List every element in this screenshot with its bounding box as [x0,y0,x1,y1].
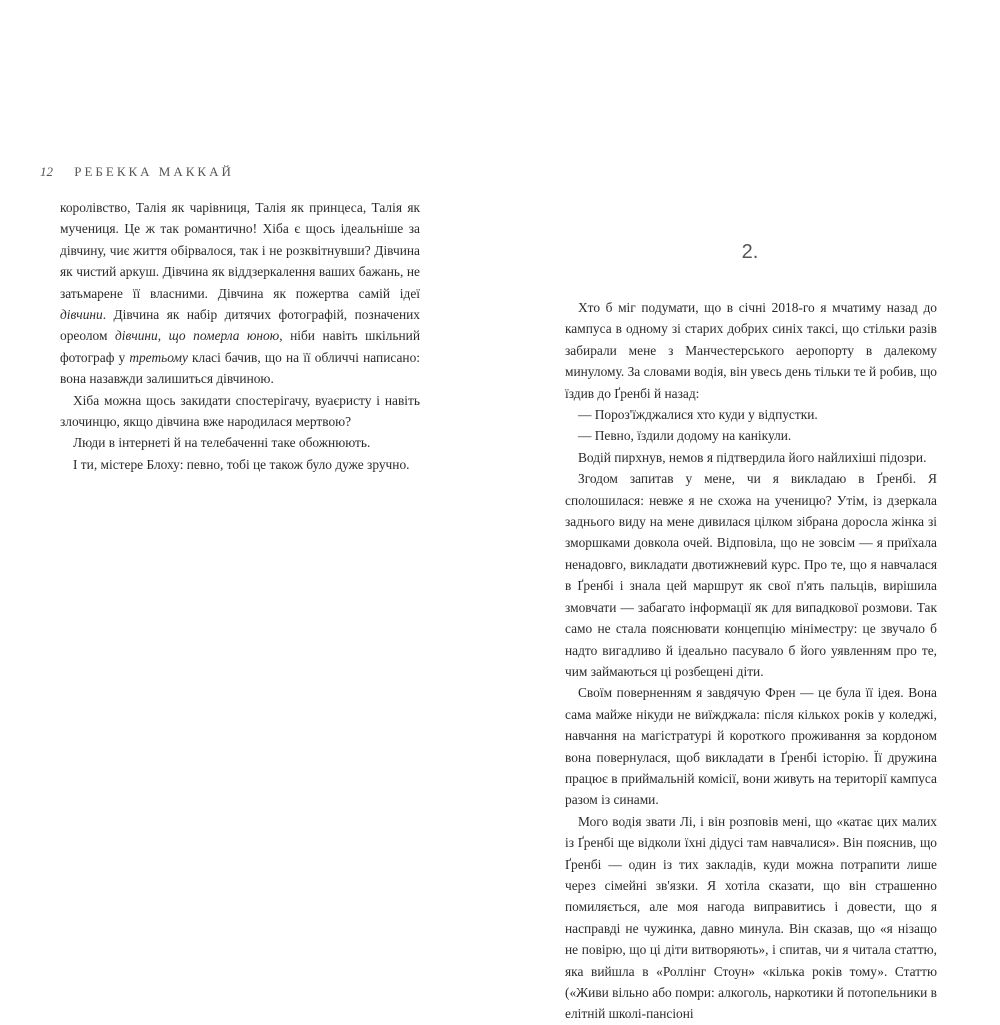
text-run: І ти, містере Блоху: певно, тобі це також було дуже зручно. [73,456,410,472]
paragraph [565,425,937,446]
paragraph [60,454,420,475]
italic-text: дівчини [60,307,103,323]
text-run: , ніби навіть шкільний фотограф у [60,328,421,365]
text-run: . Дівчина як набір дитячих фотографій, позначених ореолом [60,307,420,344]
text-run: — Пороз'їжджалися хто куди у відпустки. [578,407,818,423]
paragraph [565,682,937,810]
paragraph [60,432,420,453]
text-run: Водій пирхнув, немов я підтвердила його найлихіші підозри. [578,449,927,465]
text-run: королівство, Талія як чарівниця, Талія як принцеса, Талія як мучениця. Це ж так романтично! Хіба є щось ідеальніше за дівчину, чиє життя обірвалося, так і не розквітнувши? Дівчина як чистий аркуш. Дівчина як віддзеркалення ваших бажань, не затьмарене її власними. Дівчина як пожертва самій ідеї [60,200,420,301]
running-header [40,162,460,182]
text-run: Хто б міг подумати, що в січні 2018-го я мчатиму назад до кампуса в одному зі старих добрих синіх таксі, що стільки разів забирали мене з Манчестерського аеропорту в далекому минулому. За словами водія, він увесь день тільки те й робив, що їздив до Ґренбі й назад: [565,300,937,401]
paragraph [60,390,420,433]
paragraph [60,197,420,390]
paragraph [565,811,937,1025]
paragraph [565,404,937,425]
page-number: 12 [40,164,53,179]
italic-text: дівчини, що померла юною [115,328,280,344]
running-header-author: РЕБЕККА МАККАЙ [74,164,234,179]
left-page-body [60,197,420,475]
text-run: класі бачив, що на її обличчі написано: вона назавжди залишиться дівчиною. [60,349,420,387]
right-page-body [565,297,937,1025]
italic-text: третьому [129,349,188,365]
paragraph [565,468,937,682]
text-run: — Певно, їздили додому на канікули. [578,428,792,444]
text-run: Хіба можна щось закидати спостерігачу, вуаєристу і навіть злочинцю, якщо дівчина вже народилася мертвою? [60,392,420,430]
paragraph [565,297,937,404]
chapter-number: 2. [741,241,759,263]
paragraph [565,447,937,468]
text-run: Мого водія звати Лі, і він розповів мені, що «катає цих малих із Ґренбі ще відколи їхні дідусі там навчалися». Він пояснив, що Ґренбі — один із тих закладів, куди можна потрапити лише через сімейні зв'язки. Я хотіла сказати, що він страшенно помиляється, але моя нагода виправитись і довести, що я насправді не чужинка, давно минула. Він сказав, що «я нізащо не повірю, що ці діти витворяють», і спитав, чи я читала статтю, яка вийшла в «Роллінг Стоун» «кілька років тому». Статтю («Живи вільно або помри: алкоголь, наркотики й потопельники в елітній школі-пансіоні [565,813,937,1022]
text-run: Люди в інтернеті й на телебаченні таке обожнюють. [73,435,371,451]
text-run: Згодом запитав у мене, чи я викладаю в Ґренбі. Я сполошилася: невже я не схожа на ученицю? Утім, із дзеркала заднього виду на мене дивилася цілком зібрана доросла жінка зі зморшками довкола очей. Відповіла, що не зовсім — я приїхала ненадовго, викладати двотижневий курс. Про те, що я навчалася в Ґренбі і знала цей маршрут як свої п'ять пальців, вирішила змовчати — забагато інформації як для випадкової розмови. Так само не стала пояснювати концепцію мініместру: це звучало б надто вигадливо й ідеально пасувало б його уявленням про те, чим займаються ці розбещені діти. [565,471,937,679]
text-run: Своїм поверненням я завдячую Френ — це була її ідея. Вона сама майже нікуди не виїжджала: після кількох років у коледжі, навчання на магістратурі й короткого проживання за кордоном вона повернулася, щоб викладати в Ґренбі історію. Її дружина працює в приймальній комісії, вони живуть на території кампуса разом із синами. [565,685,937,808]
